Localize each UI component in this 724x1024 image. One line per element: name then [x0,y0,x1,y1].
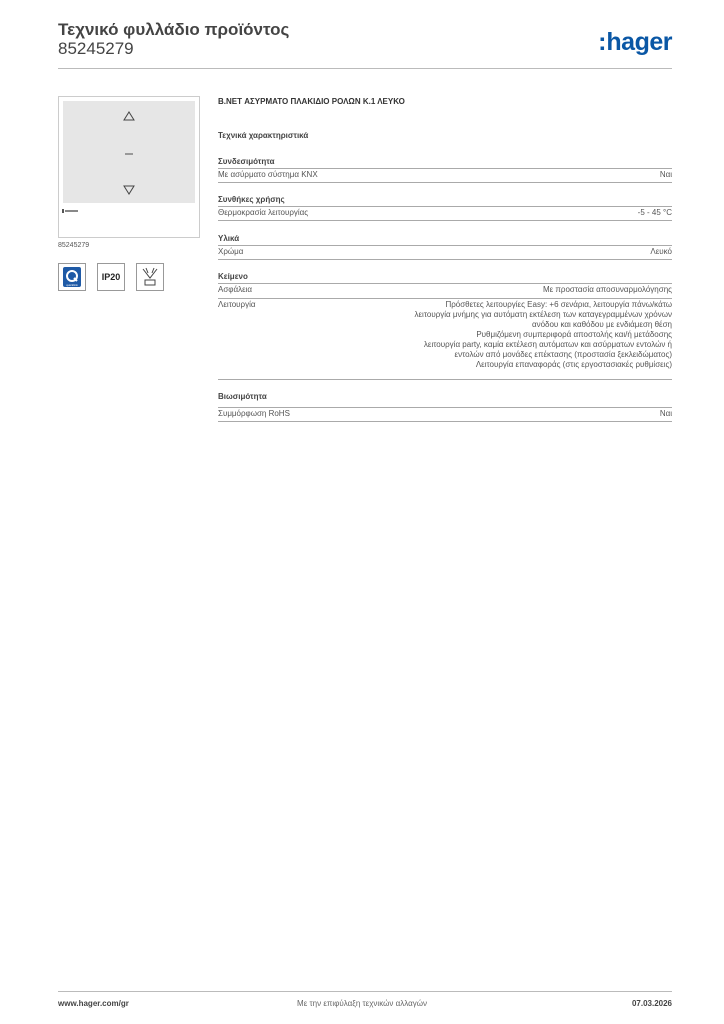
spec-value-multiline [342,300,672,370]
spec-row [218,245,672,260]
header-divider [58,68,672,69]
hager-logo [598,28,672,56]
spec-value-line: ανόδου και καθόδου με ενδιάμεση θέση [531,320,672,329]
section-title-text: Κείμενο [218,272,248,281]
footer-website-link[interactable]: www.hager.com/gr [58,999,129,1008]
spec-label: Συμμόρφωση RoHS [218,409,290,418]
spec-value: Με προστασία αποσυναρμολόγησης [542,285,672,294]
spec-value-line: λειτουργία μνήμης για αυτόματη εκτέλεση των καταγεγραμμένων χρόνων [414,310,672,319]
spec-row [218,283,672,298]
section-title-sustainability: Βιωσιμότητα [218,392,267,401]
footer-date: 07.03.2026 [631,999,672,1008]
spec-value-line: Λειτουργία επαναφοράς (στις εργοστασιακές ρυθμίσεις) [475,360,672,369]
technical-specs-heading: Τεχνικά χαρακτηριστικά [218,131,309,140]
spec-label: Ασφάλεια [218,285,253,294]
triangle-down-icon [124,186,134,194]
spec-row [218,206,672,221]
section-title-connectivity: Συνδεσιμότητα [218,157,275,166]
logo-dot: : [598,28,607,56]
spec-value: Ναι [659,170,672,179]
logo-text: hager [606,28,672,56]
installation-symbol-icon [136,263,164,291]
small-logo-icon [62,209,78,213]
product-code: 85245279 [58,242,90,249]
section-title-materials: Υλικά [218,234,240,243]
spec-value-line: λειτουργία party, καμία εκτέλεση αυτόματων και ασύρματων εντολών ή [423,340,672,349]
spec-value: -5 - 45 °C [637,208,672,217]
spec-label: Με ασύρματο σύστημα KNX [218,170,318,179]
ip-rating-badge: IP20 [97,263,125,291]
spec-value-line: εντολών από μονάδες επέκτασης (προστασία ξεκλειδώματος) [454,350,672,359]
footer-notice: Με την επιφύλαξη τεχνικών αλλαγών [297,999,427,1008]
spec-label: Λειτουργία [218,300,256,309]
spec-value: Λευκό [650,247,672,256]
blind-switch-plate [63,101,195,203]
quicklink-badge-icon [58,263,86,291]
spec-label: Θερμοκρασία λειτουργίας [218,208,309,217]
quicklink-badge-label: quicklink [66,283,78,287]
footer-divider [58,991,672,992]
spec-label: Χρώμα [218,247,244,256]
spec-value-line: Πρόσθετες λειτουργίες Easy: +6 σενάρια, λειτουργία πάνω/κάτω [445,300,672,309]
product-name: B.NET ΑΣΥΡΜΑΤΟ ΠΛΑΚΙΔΙΟ ΡΟΛΩΝ Κ.1 ΛΕΥΚΟ [218,97,405,106]
triangle-up-icon [124,112,134,120]
spec-row [218,168,672,183]
document-title: Τεχνικό φυλλάδιο προϊόντος [58,20,290,39]
product-image [58,96,200,238]
dash-icon [125,153,133,155]
spec-value-line: Ρυθμιζόμενη συμπεριφορά αποστολής και/ή μετάδοσης [476,330,672,339]
section-title-conditions: Συνθήκες χρήσης [218,195,285,204]
spec-row [218,298,672,380]
spec-row [218,407,672,422]
document-product-number: 85245279 [58,39,134,58]
spec-value: Ναι [659,409,672,418]
